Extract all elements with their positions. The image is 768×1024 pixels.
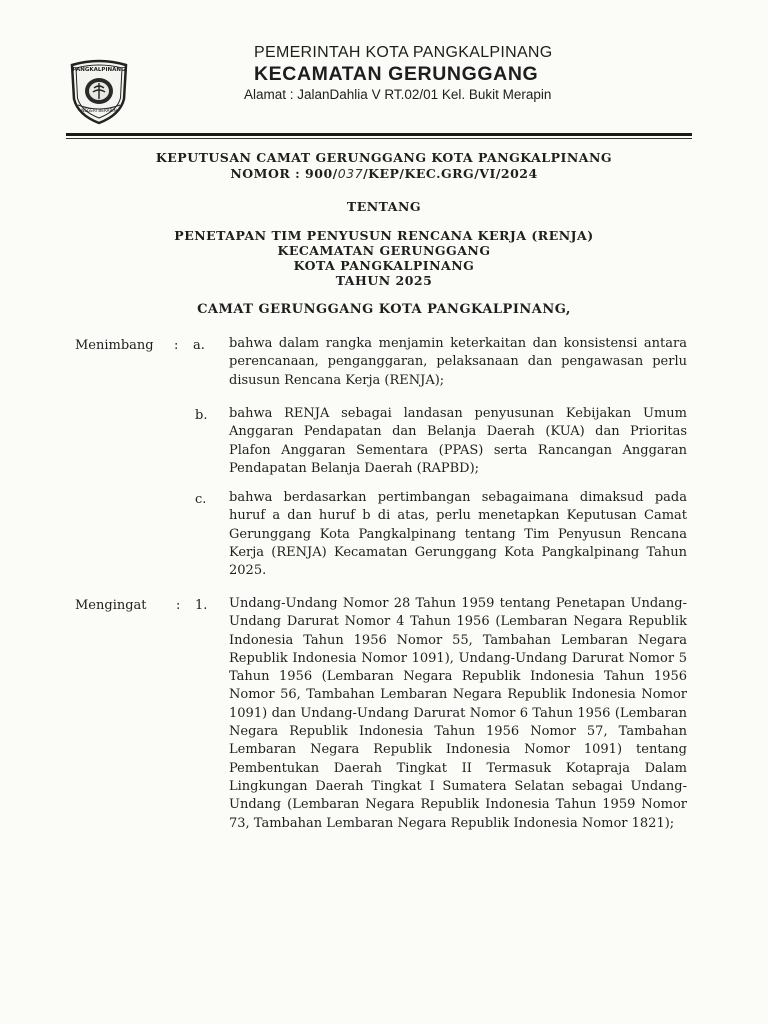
decree-number-prefix: NOMOR : 900/ (230, 166, 338, 181)
decree-number (80, 166, 688, 181)
subject-line-4: TAHUN 2025 (335, 273, 433, 288)
mengingat-colon: : (176, 598, 181, 613)
mengingat-label: Mengingat (75, 598, 147, 613)
menimbang-label: Menimbang (75, 338, 154, 353)
subject-line-1: PENETAPAN TIM PENYUSUN RENCANA KERJA (RENJA) (174, 228, 594, 243)
letterhead-district: KECAMATAN GERUNGGANG (254, 63, 539, 85)
menimbang-colon: : (174, 338, 179, 353)
issuer-heading: CAMAT GERUNGGANG KOTA PANGKALPINANG, (197, 302, 571, 317)
menimbang-item-a: bahwa dalam rangka menjamin keterkaitan dan konsistensi antara perencanaan, penganggaran, pelaksanaan dan pengawasan perlu disusun Rencana Kerja (RENJA); (229, 336, 687, 388)
subject-line-3: KOTA PANGKALPINANG (293, 258, 475, 273)
decree-number-handwritten: 037 (337, 166, 364, 181)
mengingat-marker-1: 1. (195, 598, 208, 613)
letterhead-divider-thick (66, 133, 692, 136)
letterhead-government: PEMERINTAH KOTA PANGKALPINANG (254, 44, 553, 61)
about-heading: TENTANG (346, 199, 422, 214)
decree-number-suffix: /KEP/KEC.GRG/VI/2024 (363, 166, 538, 181)
menimbang-marker-a: a. (193, 338, 205, 353)
menimbang-item-c: bahwa berdasarkan pertimbangan sebagaimana dimaksud pada huruf a dan huruf b di atas, perlu menetapkan Keputusan Camat Gerunggang Kota Pangkalpinang tentang Tim Penyusun Rencana Kerja (RENJA) Kecamatan Gerunggang Kota Pangkalpinang Tahun 2025. (229, 490, 687, 579)
decree-title: KEPUTUSAN CAMAT GERUNGGANG KOTA PANGKALPINANG (155, 150, 613, 165)
subject-line-2: KECAMATAN GERUNGGANG (277, 243, 491, 258)
mengingat-item-1: Undang-Undang Nomor 28 Tahun 1959 tentang Penetapan Undang-Undang Darurat Nomor 4 Tahun 1956 (Lembaran Negara Republik Indonesia Tahun 1956 Nomor 55, Tambahan Lembaran Negara Republik Indonesia Nomor 1091), Undang-Undang Darurat Nomor 5 Tahun 1956 (Lembaran Negara Republik Indonesia Tahun 1956 Nomor 56, Tambahan Lembaran Negara Republik Indonesia Nomor 1091) dan Undang-Undang Darurat Nomor 6 Tahun 1956 (Lembaran Negara Republik Indonesia Tahun 1956 Nomor 57, Tambahan Lembaran Negara Republik Indonesia Nomor 1091) tentang Pembentukan Daerah Tingkat II Termasuk Kotapraja Dalam Lingkungan Daerah Tingkat I Sumatera Selatan sebagai Undang-Undang (Lembaran Negara Republik Indonesia Tahun 1959 Nomor 73, Tambahan Lembaran Negara Republik Indonesia Nomor 1821); (229, 596, 687, 831)
letterhead-divider-thin (66, 138, 692, 139)
menimbang-item-b: bahwa RENJA sebagai landasan penyusunan Kebijakan Umum Anggaran Pendapatan dan Belanja Daerah (KUA) dan Prioritas Plafon Anggaran Sementara (PPAS) serta Rancangan Anggaran Pendapatan Belanja Daerah (RAPBD); (229, 406, 687, 476)
pangkalpinang-city-emblem-icon (64, 55, 134, 125)
letterhead-address: Alamat : JalanDahlia V RT.02/01 Kel. Bukit Merapin (244, 87, 552, 102)
menimbang-marker-c: c. (195, 492, 207, 507)
menimbang-marker-b: b. (195, 408, 208, 423)
emblem-text-bottom: NEGERI BERARIN (81, 108, 117, 113)
emblem-text-top: PANGKALPINANG (72, 67, 126, 73)
